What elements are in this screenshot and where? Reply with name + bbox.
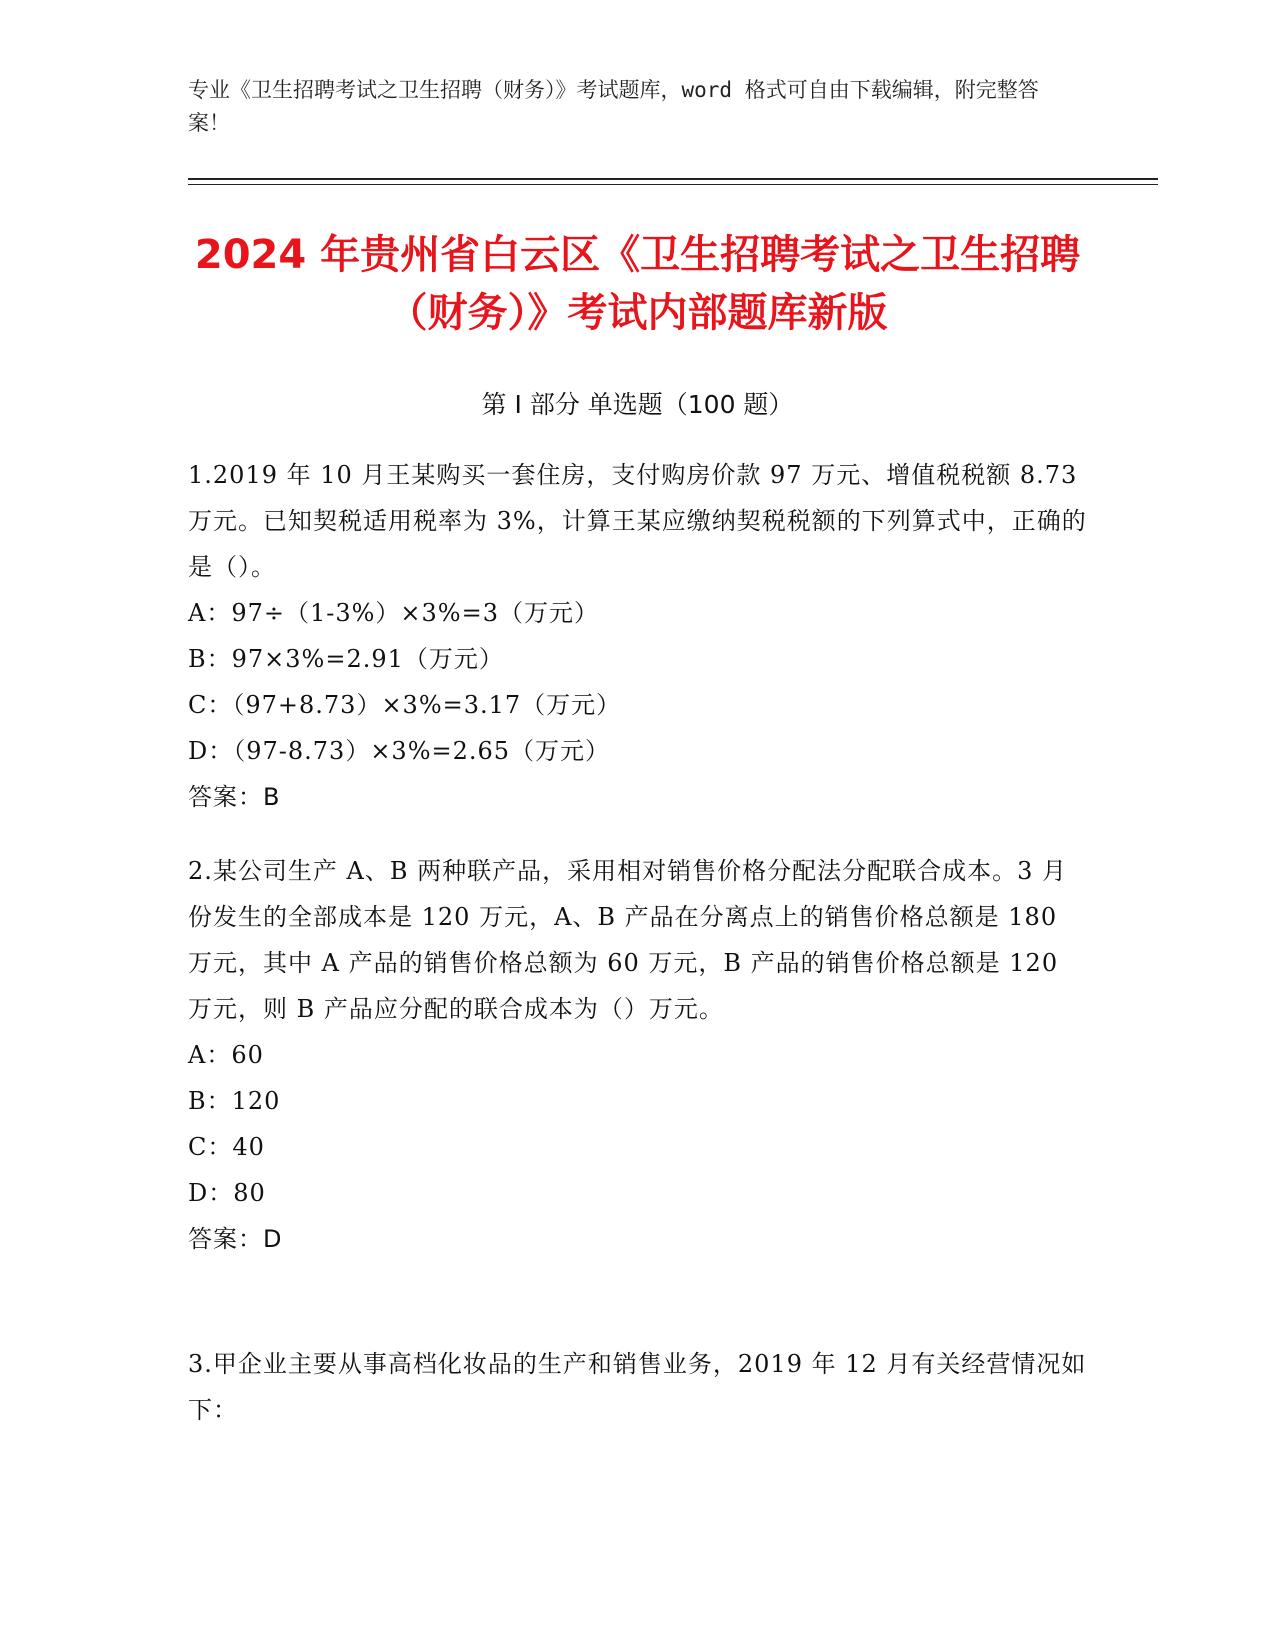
question-stem: 3.甲企业主要从事高档化妆品的生产和销售业务，2019 年 12 月有关经营情况如下： <box>188 1350 1087 1424</box>
header-note: 专业《卫生招聘考试之卫生招聘（财务）》考试题库，word 格式可自由下载编辑，附完整答案！ <box>188 78 1039 135</box>
option-d: D：80 <box>188 1179 266 1207</box>
option-c: C：40 <box>188 1133 265 1161</box>
answer: 答案：B <box>188 783 281 811</box>
section-title: 第 I 部分 单选题（100 题） <box>481 390 794 419</box>
option-b: B：97×3%=2.91（万元） <box>188 645 504 673</box>
option-a: A：60 <box>188 1041 264 1069</box>
option-d: D：（97-8.73）×3%=2.65（万元） <box>188 737 611 765</box>
option-c: C：（97+8.73）×3%=3.17（万元） <box>188 691 622 719</box>
option-b: B：120 <box>188 1087 281 1115</box>
option-a: A：97÷（1-3%）×3%=3（万元） <box>188 599 599 627</box>
question-stem: 1.2019 年 10 月王某购买一套住房，支付购房价款 97 万元、增值税税额 8.73 万元。已知契税适用税率为 3%，计算王某应缴纳契税税额的下列算式中，正确的是（）。 <box>188 461 1087 581</box>
question-3 <box>188 1341 1088 1433</box>
answer: 答案：D <box>188 1225 283 1253</box>
document-title: 2024 年贵州省白云区《卫生招聘考试之卫生招聘（财务）》考试内部题库新版 <box>194 232 1081 336</box>
question-stem: 2.某公司生产 A、B 两种联产品，采用相对销售价格分配法分配联合成本。3 月份发生的全部成本是 120 万元，A、B 产品在分离点上的销售价格总额是 180 万元，其中 A 产品的销售价格总额为 60 万元，B 产品的销售价格总额是 120 万元，则 B 产品应分配的联合成本为（）万元。 <box>188 857 1068 1023</box>
header-divider-thick <box>188 178 1158 180</box>
header-divider-thin <box>188 184 1158 185</box>
question-2 <box>188 848 1088 1262</box>
question-1 <box>188 452 1088 820</box>
